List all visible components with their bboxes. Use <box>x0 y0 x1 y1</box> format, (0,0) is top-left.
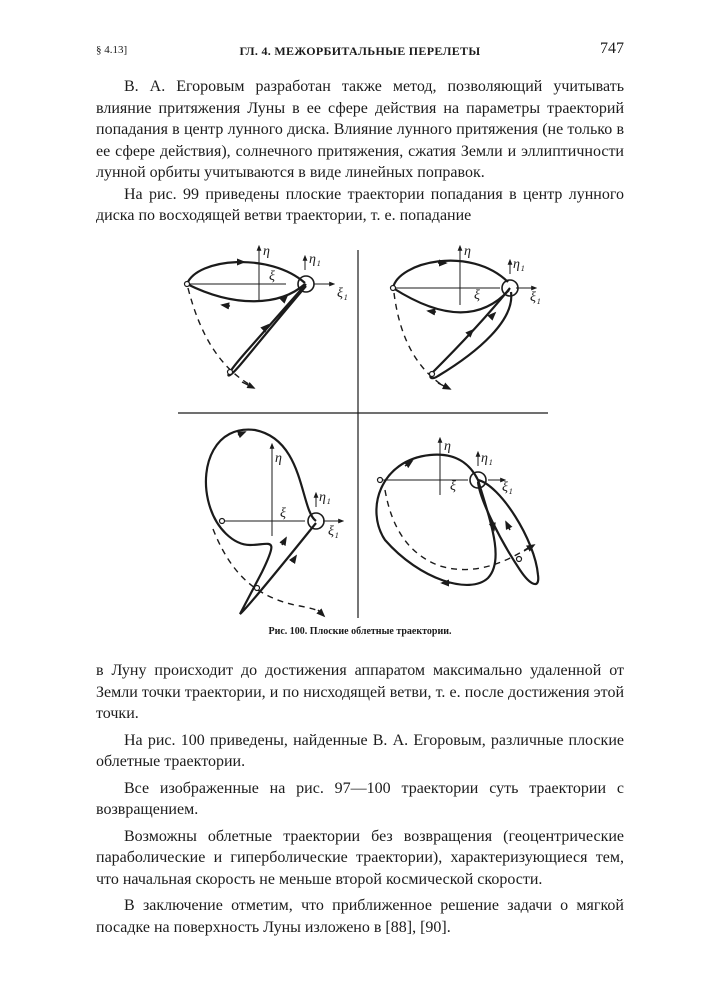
figure-caption: Рис. 100. Плоские облетные траектории. <box>268 626 452 637</box>
trajectory-diagrams <box>170 236 560 626</box>
text-block-bottom <box>96 660 624 938</box>
label-eta1: η₁ <box>309 252 321 267</box>
paragraph: На рис. 100 приведены, найденные В. А. Егоровым, различные плоские облетные траектории. <box>96 731 624 770</box>
label-xi: ξ <box>280 506 286 521</box>
panel-bottom-right <box>376 438 538 585</box>
paragraph: Все изображенные на рис. 97—100 траектории суть траектории с возвращением. <box>96 779 624 818</box>
label-eta: η <box>263 244 270 259</box>
label-xi: ξ <box>269 269 275 284</box>
label-xi1: ξ₁ <box>328 524 339 539</box>
label-eta1: η₁ <box>481 451 493 466</box>
label-xi1: ξ₁ <box>502 480 513 495</box>
label-eta1: η₁ <box>319 490 331 505</box>
panel-top-left <box>185 246 335 388</box>
page-header <box>96 40 624 60</box>
label-eta: η <box>275 451 282 466</box>
label-xi: ξ <box>450 479 456 494</box>
section-ref: § 4.13] <box>96 44 128 56</box>
label-eta: η <box>464 244 471 259</box>
label-xi1: ξ₁ <box>530 290 541 305</box>
paragraph: В заключение отметим, что приближенное решение задачи о мягкой посадке на поверхность Луны изложено в [88], [90]. <box>96 897 624 936</box>
label-eta1: η₁ <box>513 257 525 272</box>
label-xi1: ξ₁ <box>337 286 348 301</box>
paragraph: На рис. 99 приведены плоские траектории попадания в центр лунного диска по восходящей ветви траектории, т. е. попадание <box>96 185 624 224</box>
paragraph: в Луну происходит до достижения аппаратом максимально удаленной от Земли точки траектории, и по нисходящей ветви, т. е. после достижения этой точки. <box>96 662 624 722</box>
figure-100 <box>170 236 560 626</box>
text-block-top <box>96 76 624 227</box>
paragraph: Возможны облетные траектории без возвращения (геоцентрические параболические и гиперболические траектории), характеризующиеся тем, что начальная скорость не меньше второй космической скорости. <box>96 827 624 888</box>
label-xi: ξ <box>474 288 480 303</box>
running-title: ГЛ. 4. МЕЖОРБИТАЛЬНЫЕ ПЕРЕЛЕТЫ <box>239 44 481 58</box>
page-number: 747 <box>600 40 624 57</box>
paragraph: В. А. Егоровым разработан также метод, позволяющий учитывать влияние притяжения Луны в ее сфере действия на параметры траекторий попадания в центр лунного диска. Влияние лунного притяжения (не только в ее сфере действия), солнечного притяжения, сжатия Земли и эллиптичности лунной орбиты учитываются в виде линейных поправок. <box>96 78 624 181</box>
label-eta: η <box>444 439 451 454</box>
